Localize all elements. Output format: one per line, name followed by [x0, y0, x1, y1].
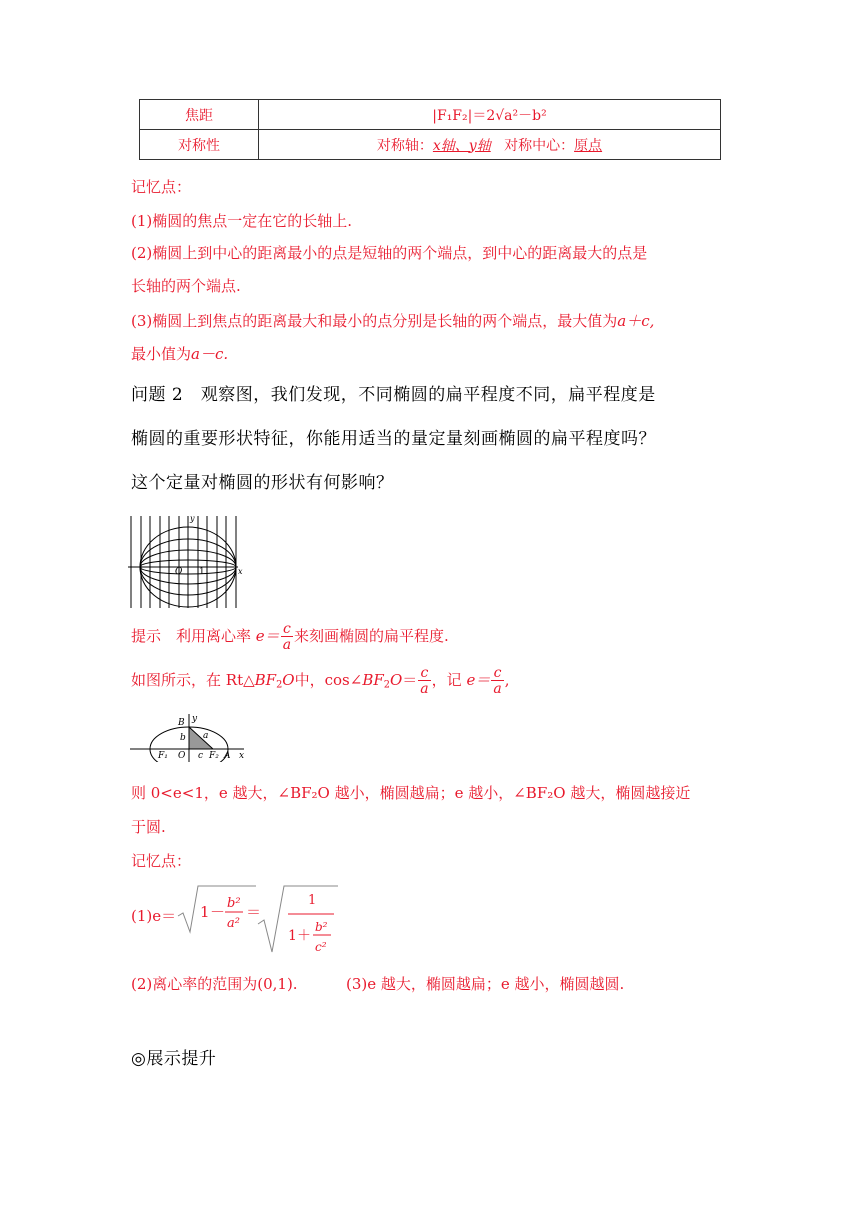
a-squared: a²	[227, 916, 240, 931]
label-b: b	[180, 733, 186, 743]
row-label-focal: 焦距	[140, 100, 259, 130]
label-c: c	[198, 751, 204, 761]
ellipse-triangle-figure	[130, 712, 248, 762]
label-a: a	[203, 731, 209, 741]
c-squared: c²	[315, 940, 327, 954]
section-title: ◎展示提升	[131, 1049, 217, 1069]
rt-text3: ，记	[431, 671, 462, 689]
c-over-a-fraction	[281, 622, 293, 652]
equals: ＝	[246, 903, 262, 921]
cos-fraction	[418, 666, 430, 696]
one-top: 1	[308, 893, 317, 908]
frac-denominator: a	[282, 637, 292, 653]
ellipses-figure	[128, 512, 246, 610]
memo1-item3	[131, 310, 654, 331]
hint-suffix: 来刻画椭圆的扁平程度.	[294, 627, 449, 645]
label-O: O	[178, 751, 186, 761]
axis-prefix: 对称轴：	[376, 137, 433, 154]
axis-value: x轴、y轴	[432, 137, 491, 154]
rt-e-eq: e＝	[466, 671, 491, 689]
table-row	[140, 130, 721, 160]
property-table	[139, 99, 721, 160]
center-value: 原点	[574, 137, 603, 154]
min-value: a－c.	[191, 345, 229, 363]
rt-sub2: 2	[276, 679, 283, 691]
one: 1	[200, 903, 210, 921]
memo2-item3: (3)e 越大，椭圆越扁；e 越小，椭圆越圆.	[346, 975, 625, 993]
min-label: 最小值为	[131, 345, 192, 363]
row-value-symmetry	[259, 130, 721, 160]
question2-line3: 这个定量对椭圆的形状有何影响？	[131, 473, 394, 493]
frac-numerator: c	[282, 621, 291, 637]
memo1-item2: (2)椭圆上到中心的距离最小的点是短轴的两个端点，到中心的距离最大的点是	[131, 244, 648, 262]
label-F1: F₁	[158, 751, 168, 761]
then-line2: 于圆.	[131, 818, 166, 836]
label-x: x	[239, 751, 245, 761]
row-value-focal: |F₁F₂|＝2√a²－b²	[259, 100, 721, 130]
frac-numerator: c	[420, 665, 429, 681]
center-prefix: 对称中心：	[504, 137, 575, 154]
eccentricity-formula	[176, 880, 344, 960]
label-y: y	[192, 714, 198, 724]
memo1-item1: (1)椭圆的焦点一定在它的长轴上.	[131, 212, 353, 230]
formula-prefix: (1)e＝	[131, 907, 177, 925]
rt-comma: ,	[504, 671, 510, 689]
hint-e-eq: e＝	[255, 627, 280, 645]
question2-line2: 椭圆的重要形状特征，你能用适当的量定量刻画椭圆的扁平程度吗？	[131, 429, 656, 449]
frac-numerator: c	[493, 665, 502, 681]
question2-line1: 问题 2 观察图，我们发现，不同椭圆的扁平程度不同，扁平程度是	[131, 385, 656, 405]
memo2-formula-prefix	[131, 905, 176, 926]
memo2-heading: 记忆点：	[131, 852, 192, 870]
e-fraction	[491, 666, 503, 696]
cos-o: O	[389, 671, 403, 689]
label-F2: F₂	[209, 751, 219, 761]
label-B: B	[178, 718, 185, 728]
memo1-item3-text: (3)椭圆上到焦点的距离最大和最小的点分别是长轴的两个端点，最大值为	[131, 312, 618, 330]
frac-denominator: a	[420, 681, 429, 697]
cos-eq: ＝	[402, 671, 418, 689]
memo2-item2: (2)离心率的范围为(0,1).	[131, 975, 298, 993]
then-line1: 则 0<e<1，e 越大，∠BF₂O 越小，椭圆越扁；e 越小，∠BF₂O 越大，椭圆越接近	[131, 784, 691, 802]
hint-line	[131, 622, 449, 652]
hint-prefix: 提示 利用离心率	[131, 627, 252, 645]
memo1-heading: 记忆点：	[131, 178, 192, 196]
rt-o: O	[282, 671, 295, 689]
b-squared: b²	[227, 896, 241, 911]
memo1-item3-cont	[131, 343, 228, 364]
table-row	[140, 100, 721, 130]
x-label: x	[238, 567, 243, 576]
max-value: a＋c,	[617, 312, 655, 330]
rt-line	[131, 666, 509, 696]
cos-bf: BF	[362, 671, 384, 689]
b-squared-inner: b²	[315, 920, 328, 934]
label-A: A	[224, 751, 231, 761]
one-bottom: 1	[288, 928, 297, 944]
minus: －	[210, 903, 226, 921]
y-label: y	[190, 514, 195, 523]
plus: ＋	[297, 928, 311, 944]
row-label-symmetry: 对称性	[140, 130, 259, 160]
origin-label: O	[175, 567, 183, 577]
rt-bf: BF	[254, 671, 277, 689]
cos-sub2: 2	[383, 679, 390, 691]
one-label: 1	[199, 567, 205, 577]
memo1-item2-cont: 长轴的两个端点.	[131, 277, 241, 295]
rt-text1: 如图所示，在 Rt△	[131, 671, 255, 689]
rt-text2: 中，cos∠	[294, 671, 363, 689]
frac-denominator: a	[493, 681, 502, 697]
